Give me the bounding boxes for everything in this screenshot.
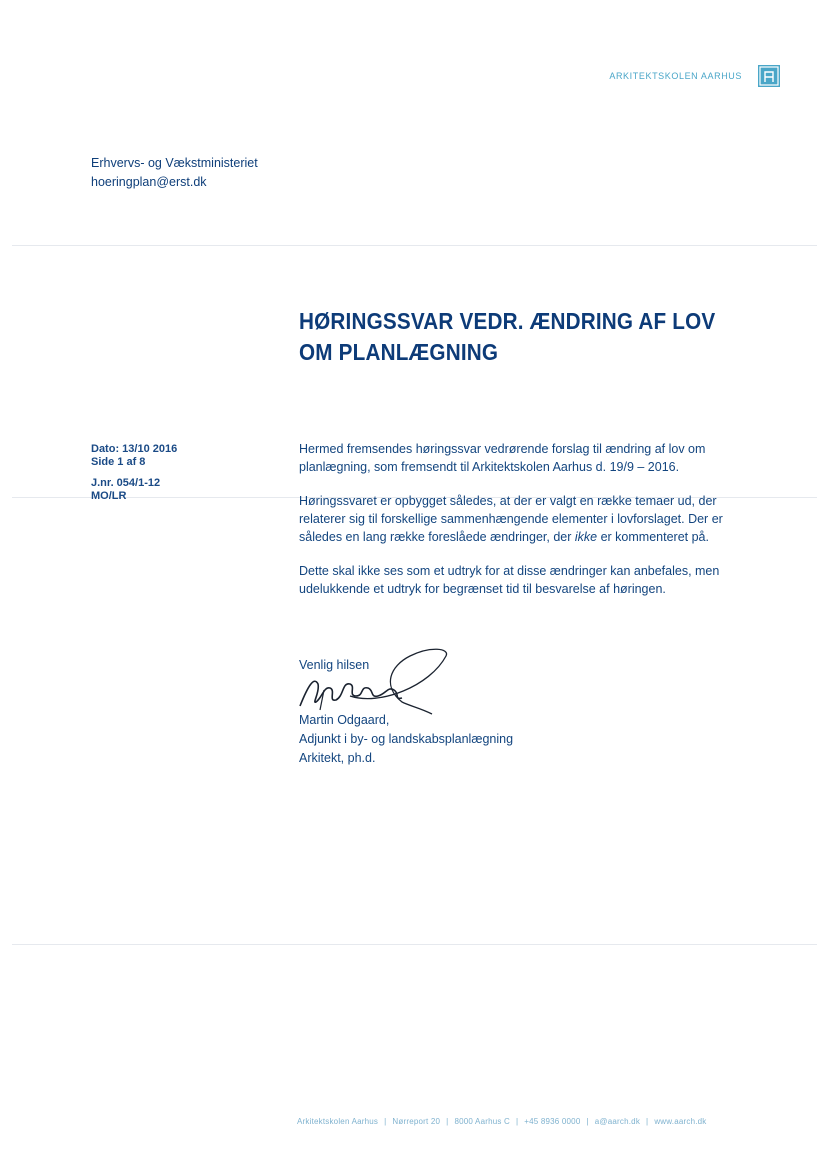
document-title [299, 306, 731, 368]
footer: Arkitektskolen Aarhus | Nørreport 20 | 8000 Aarhus C | +45 8936 0000 | a@aarch.dk | www.aarch.dk [297, 1117, 707, 1126]
meta-page: Side 1 af 8 [91, 456, 146, 468]
recipient-name: Erhvervs- og Vækstministeriet [91, 156, 258, 170]
recipient-email: hoeringplan@erst.dk [91, 175, 207, 189]
footer-street: Nørreport 20 [392, 1117, 441, 1126]
footer-org: Arkitektskolen Aarhus [297, 1117, 379, 1126]
title-line-1: HØRINGSSVAR VEDR. ÆNDRING AF LOV [299, 308, 716, 334]
meta-date: Dato: 13/10 2016 [91, 443, 178, 455]
paragraph-2: Høringssvaret er opbygget således, at der er valgt en række temaer ud, der relaterer sig til forskellige sammenhængende elementer i lovforslaget. Der er således en lang række foreslåede ændringer, der ikke er kommenteret på. [299, 494, 723, 544]
meta-initials: MO/LR [91, 490, 127, 502]
org-logo-icon [758, 65, 780, 87]
signer-degree: Arkitekt, ph.d. [299, 751, 376, 765]
org-logo-text: ARKITEKTSKOLEN AARHUS [609, 71, 742, 81]
closing-greeting: Venlig hilsen [299, 658, 370, 672]
footer-city: 8000 Aarhus C [454, 1117, 510, 1126]
document-meta [91, 443, 177, 503]
footer-web: www.aarch.dk [654, 1117, 707, 1126]
meta-jnr: J.nr. 054/1-12 [91, 477, 161, 489]
title-line-2: OM PLANLÆGNING [299, 339, 499, 365]
signer-name: Martin Odgaard, [299, 713, 390, 727]
signer-role: Adjunkt i by- og landskabsplanlægning [299, 732, 514, 746]
paragraph-3: Dette skal ikke ses som et udtryk for at disse ændringer kan anbefales, men udelukkende et udtryk for begrænset tid til besvarelse af høringen. [299, 564, 720, 596]
paragraph-1: Hermed fremsendes høringssvar vedrørende forslag til ændring af lov om planlægning, som fremsendt til Arkitektskolen Aarhus d. 19/9 – 2016. [299, 442, 706, 474]
footer-email: a@aarch.dk [594, 1117, 641, 1126]
scan-line [12, 245, 817, 246]
letter-body [299, 440, 749, 614]
scan-line [12, 944, 817, 945]
signer-block [299, 711, 513, 768]
recipient-block [91, 154, 258, 192]
footer-phone: +45 8936 0000 [524, 1117, 581, 1126]
